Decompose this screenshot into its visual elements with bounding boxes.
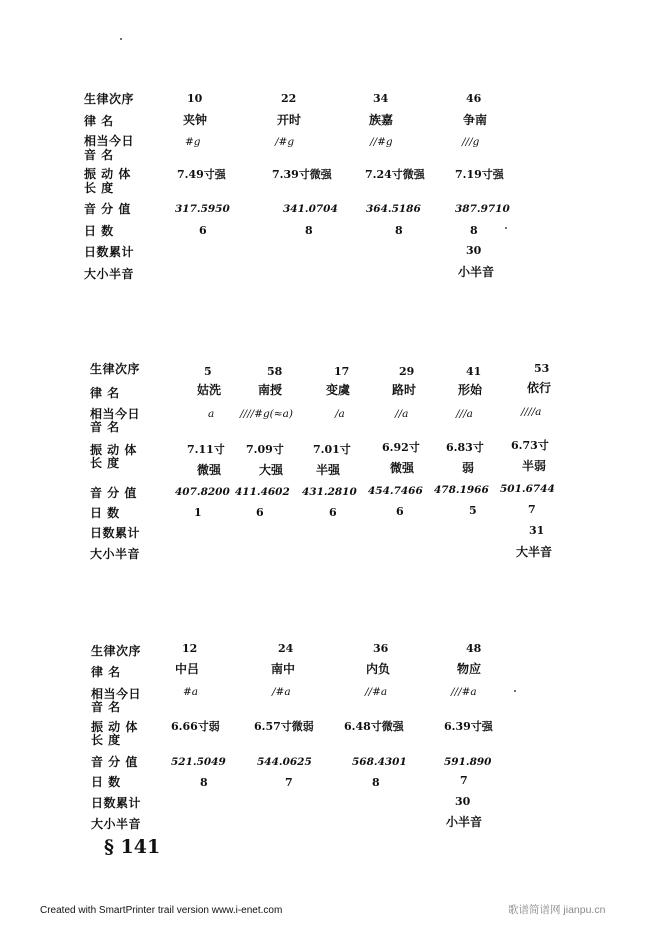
label-length-2: 长 度 xyxy=(84,181,114,195)
label-days-total: 日数累计 xyxy=(84,245,135,259)
label-name: 律 名 xyxy=(90,386,120,400)
order-cell: 17 xyxy=(334,365,350,378)
label-days: 日 数 xyxy=(90,506,120,520)
label-order: 生律次序 xyxy=(91,644,142,658)
pitch-name-cell: 夹钟 xyxy=(183,113,208,127)
pitch-name-cell: 南中 xyxy=(271,662,296,676)
label-name: 律 名 xyxy=(91,665,121,679)
order-cell: 24 xyxy=(278,642,294,655)
label-cents: 音 分 值 xyxy=(91,755,138,769)
scan-speck xyxy=(514,690,516,692)
days-cell: 7 xyxy=(285,776,293,789)
scan-speck xyxy=(505,227,507,229)
length-cell: 6.66寸弱 xyxy=(171,720,220,733)
cents-cell: 407.8200 xyxy=(175,486,230,498)
modern-pitch-cell: ///g xyxy=(462,136,480,148)
label-days-total: 日数累计 xyxy=(90,526,141,540)
label-cents: 音 分 值 xyxy=(90,486,137,500)
cents-cell: 454.7466 xyxy=(368,485,423,497)
pitch-name-cell: 内负 xyxy=(366,662,391,676)
label-modern-2: 音 名 xyxy=(91,700,121,714)
cents-cell: 387.9710 xyxy=(455,203,510,215)
days-cell: 8 xyxy=(395,224,403,237)
label-semitone: 大小半音 xyxy=(84,267,135,281)
order-cell: 12 xyxy=(182,642,198,655)
length-cell: 7.19寸强 xyxy=(455,168,504,181)
order-cell: 10 xyxy=(187,92,203,105)
modern-pitch-cell: //#a xyxy=(365,686,388,698)
days-cell: 8 xyxy=(305,224,313,237)
length-cell: 7.39寸微强 xyxy=(272,168,332,181)
semitone-cell: 小半音 xyxy=(458,265,495,279)
pitch-name-cell: 变虞 xyxy=(326,383,351,397)
order-cell: 36 xyxy=(373,642,389,655)
label-length-2: 长 度 xyxy=(91,733,121,747)
order-cell: 48 xyxy=(466,642,482,655)
days-cell: 8 xyxy=(200,776,208,789)
length-cell: 6.48寸微强 xyxy=(344,720,404,733)
pitch-name-cell: 族嘉 xyxy=(369,113,394,127)
modern-pitch-cell: /#a xyxy=(272,686,291,698)
order-cell: 46 xyxy=(466,92,482,105)
label-modern-1: 相当今日 xyxy=(84,134,135,148)
length-note-cell: 半强 xyxy=(316,463,341,477)
order-cell: 58 xyxy=(267,365,283,378)
days-cell: 6 xyxy=(199,224,207,237)
pitch-name-cell: 依行 xyxy=(527,381,552,395)
days-cell: 1 xyxy=(194,506,202,519)
length-note-cell: 半弱 xyxy=(522,459,547,473)
modern-pitch-cell: a xyxy=(208,408,215,420)
length-cell: 6.73寸 xyxy=(511,439,549,452)
page-number: § 141 xyxy=(104,836,161,858)
cents-cell: 544.0625 xyxy=(257,756,312,768)
pitch-name-cell: 中吕 xyxy=(175,662,200,676)
length-cell: 7.01寸 xyxy=(313,443,351,456)
label-days: 日 数 xyxy=(91,775,121,789)
label-modern-1: 相当今日 xyxy=(91,687,142,701)
cents-cell: 431.2810 xyxy=(302,486,357,498)
length-cell: 6.39寸强 xyxy=(444,720,493,733)
label-days: 日 数 xyxy=(84,224,114,238)
modern-pitch-cell: ////a xyxy=(521,406,542,418)
length-cell: 6.92寸 xyxy=(382,441,420,454)
cents-cell: 521.5049 xyxy=(171,756,226,768)
days-cell: 7 xyxy=(528,503,536,516)
days-total-cell: 31 xyxy=(529,524,545,537)
modern-pitch-cell: //#g xyxy=(370,136,393,148)
length-cell: 7.49寸强 xyxy=(177,168,226,181)
days-cell: 6 xyxy=(256,506,264,519)
pitch-name-cell: 物应 xyxy=(457,662,482,676)
footer-credit: Created with SmartPrinter trail version www.i-enet.com xyxy=(40,905,283,916)
cents-cell: 341.0704 xyxy=(283,203,338,215)
semitone-cell: 小半音 xyxy=(446,815,483,829)
label-order: 生律次序 xyxy=(90,362,141,376)
pitch-name-cell: 路时 xyxy=(392,383,417,397)
order-cell: 34 xyxy=(373,92,389,105)
label-cents: 音 分 值 xyxy=(84,202,131,216)
length-cell: 6.57寸微弱 xyxy=(254,720,314,733)
pitch-name-cell: 南授 xyxy=(258,383,283,397)
cents-cell: 317.5950 xyxy=(175,203,230,215)
order-cell: 41 xyxy=(466,365,482,378)
modern-pitch-cell: ///#a xyxy=(451,686,477,698)
days-cell: 5 xyxy=(469,504,477,517)
length-cell: 6.83寸 xyxy=(446,441,484,454)
days-total-cell: 30 xyxy=(466,244,482,257)
days-cell: 6 xyxy=(396,505,404,518)
length-cell: 7.09寸 xyxy=(246,443,284,456)
pitch-name-cell: 开时 xyxy=(277,113,302,127)
modern-pitch-cell: //a xyxy=(395,408,409,420)
days-cell: 8 xyxy=(372,776,380,789)
modern-pitch-cell: ////#g(≈a) xyxy=(240,408,293,420)
cents-cell: 591.890 xyxy=(444,756,492,768)
label-modern-2: 音 名 xyxy=(84,148,114,162)
modern-pitch-cell: #g xyxy=(185,136,201,148)
label-name: 律 名 xyxy=(84,114,114,128)
days-total-cell: 30 xyxy=(455,795,471,808)
pitch-name-cell: 姑洗 xyxy=(197,383,222,397)
length-note-cell: 弱 xyxy=(462,461,475,475)
cents-cell: 568.4301 xyxy=(352,756,407,768)
label-days-total: 日数累计 xyxy=(91,796,142,810)
modern-pitch-cell: /a xyxy=(335,408,345,420)
label-length-1: 振 动 体 xyxy=(90,443,137,457)
scan-speck xyxy=(120,38,122,40)
label-semitone: 大小半音 xyxy=(90,547,141,561)
length-cell: 7.24寸微强 xyxy=(365,168,425,181)
modern-pitch-cell: /#g xyxy=(275,136,295,148)
length-note-cell: 微强 xyxy=(390,461,415,475)
order-cell: 29 xyxy=(399,365,415,378)
length-note-cell: 大强 xyxy=(259,463,284,477)
label-semitone: 大小半音 xyxy=(91,817,142,831)
label-length-1: 振 动 体 xyxy=(84,167,131,181)
length-note-cell: 微强 xyxy=(197,463,222,477)
cents-cell: 501.6744 xyxy=(500,483,555,495)
pitch-name-cell: 争南 xyxy=(463,113,488,127)
label-length-1: 振 动 体 xyxy=(91,720,138,734)
order-cell: 53 xyxy=(534,362,550,375)
semitone-cell: 大半音 xyxy=(516,545,553,559)
label-modern-1: 相当今日 xyxy=(90,407,141,421)
modern-pitch-cell: ///a xyxy=(456,408,473,420)
cents-cell: 411.4602 xyxy=(235,486,290,498)
modern-pitch-cell: #a xyxy=(183,686,199,698)
label-length-2: 长 度 xyxy=(90,456,120,470)
length-cell: 7.11寸 xyxy=(187,443,225,456)
days-cell: 6 xyxy=(329,506,337,519)
pitch-name-cell: 形始 xyxy=(458,383,483,397)
cents-cell: 364.5186 xyxy=(366,203,421,215)
order-cell: 5 xyxy=(204,365,212,378)
days-cell: 7 xyxy=(460,774,468,787)
watermark: 歌谱简谱网 jianpu.cn xyxy=(508,904,606,916)
cents-cell: 478.1966 xyxy=(434,484,489,496)
label-modern-2: 音 名 xyxy=(90,420,120,434)
label-order: 生律次序 xyxy=(84,92,135,106)
days-cell: 8 xyxy=(470,224,478,237)
order-cell: 22 xyxy=(281,92,297,105)
